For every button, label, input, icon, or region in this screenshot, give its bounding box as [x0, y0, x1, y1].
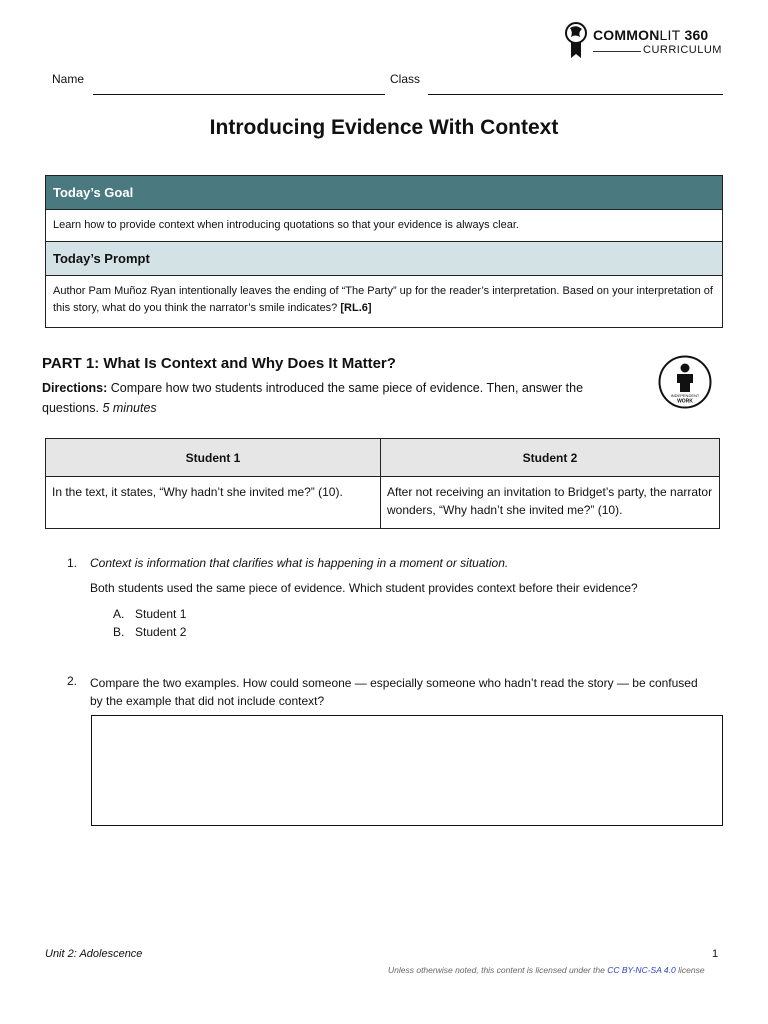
- student-comparison-table: [45, 438, 720, 529]
- logo-brand-360: 360: [684, 27, 709, 43]
- class-label: Class: [390, 72, 421, 86]
- license-pre: Unless otherwise noted, this content is licensed under the: [388, 965, 605, 975]
- q1-definition: Context is information that clarifies what is happening in a moment or situation.: [90, 556, 509, 570]
- goal-prompt-table: [45, 175, 723, 328]
- class-field[interactable]: [428, 94, 723, 95]
- name-field[interactable]: [93, 94, 385, 95]
- directions-text: Compare how two students introduced the same piece of evidence. Then, answer the questions.: [42, 381, 584, 415]
- student2-evidence: After not receiving an invitation to Bridget’s party, the narrator wonders, “Why hadn’t she invited me?” (10).: [381, 477, 720, 529]
- todays-goal-text: Learn how to provide context when introducing quotations so that your evidence is always clear.: [46, 210, 722, 242]
- q2-number: 2.: [67, 674, 78, 688]
- logo-brand-text: [593, 27, 708, 43]
- q1-option-a-letter: A.: [113, 607, 125, 621]
- license-link[interactable]: CC BY-NC-SA 4.0: [607, 965, 676, 975]
- part1-heading: PART 1: What Is Context and Why Does It Matter?: [42, 355, 396, 372]
- q1-option-b-letter: B.: [113, 625, 125, 639]
- logo-subtitle: CURRICULUM: [643, 44, 722, 56]
- logo-divider: [593, 51, 641, 52]
- independent-work-icon-bottom: WORK: [677, 398, 693, 405]
- independent-work-icon: [658, 355, 712, 409]
- independent-work-icon-top: INDEPENDENT: [670, 393, 700, 398]
- page-number: 1: [712, 948, 719, 960]
- prompt-standard: [RL.6]: [340, 302, 372, 314]
- student1-evidence: In the text, it states, “Why hadn’t she invited me?” (10).: [46, 477, 381, 529]
- q1-option-b[interactable]: Student 2: [135, 625, 187, 639]
- todays-goal-heading: Today’s Goal: [46, 176, 722, 210]
- todays-prompt-heading: Today’s Prompt: [46, 242, 722, 276]
- student2-header: Student 2: [381, 439, 720, 477]
- commonlit-logo: [563, 22, 728, 64]
- footer-license: [388, 965, 705, 975]
- student1-header: Student 1: [46, 439, 381, 477]
- name-label: Name: [52, 72, 85, 86]
- logo-brand-lit: LIT: [659, 27, 681, 43]
- part1-directions: [42, 378, 612, 418]
- commonlit-logo-icon: [563, 22, 589, 62]
- student-table-row: [46, 477, 720, 529]
- directions-time: 5 minutes: [102, 401, 157, 415]
- logo-brand-common: COMMON: [593, 27, 660, 43]
- prompt-body: Author Pam Muñoz Ryan intentionally leaves the ending of “The Party” up for the reader’s interpretation. Based on your interpretation of this story, what do you think the narrator’s smile indicates?: [53, 285, 713, 314]
- student-table-header-row: [46, 439, 720, 477]
- q1-question: Both students used the same piece of evidence. Which student provides context before their evidence?: [90, 581, 638, 595]
- q1-option-a[interactable]: Student 1: [135, 607, 187, 621]
- todays-prompt-text: [46, 276, 722, 327]
- q2-answer-box[interactable]: [91, 715, 723, 826]
- page-title: Introducing Evidence With Context: [209, 116, 559, 139]
- license-post: license: [678, 965, 705, 975]
- footer-unit: Unit 2: Adolescence: [45, 948, 143, 960]
- directions-label: Directions:: [42, 381, 108, 395]
- q2-question: Compare the two examples. How could someone — especially someone who hadn’t read the story — be confused by the example that did not include context?: [90, 676, 698, 708]
- q1-number: 1.: [67, 556, 78, 570]
